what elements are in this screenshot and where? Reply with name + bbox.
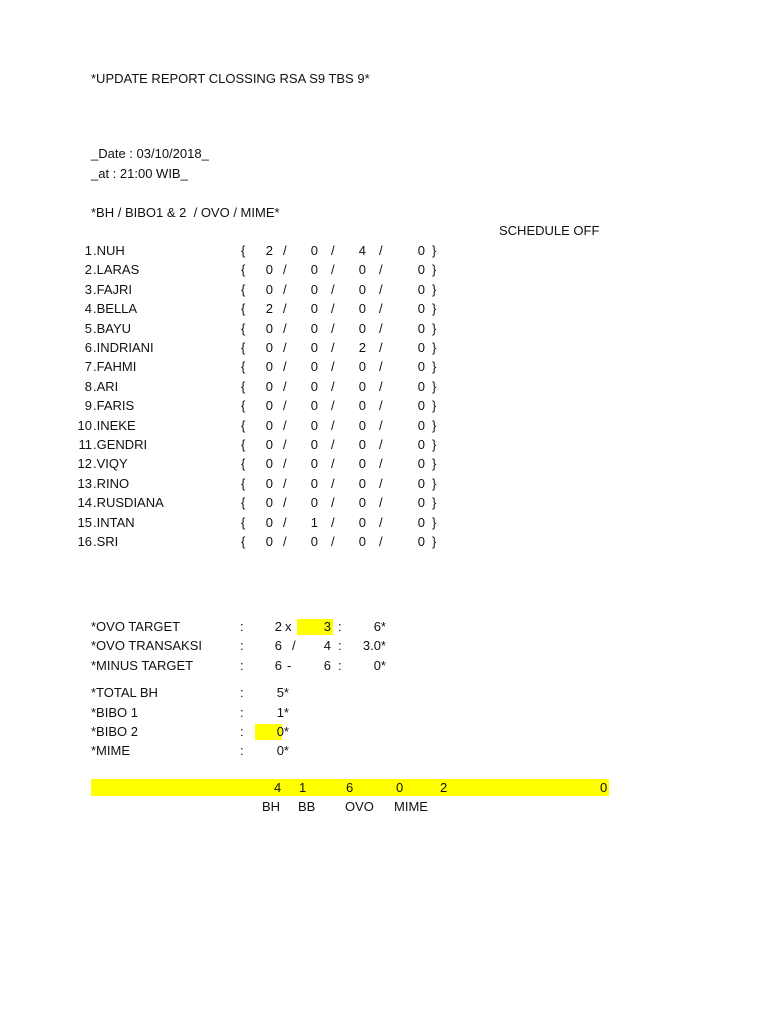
row-number: 9 [84,398,92,413]
ovo-target-label: *OVO TARGET [91,619,181,634]
slash: / [283,476,287,491]
row-number: 10 [77,418,92,433]
open-brace: { [241,437,246,452]
value-cell: 0 [310,456,318,471]
value-cell: 0 [417,340,425,355]
close-brace: } [432,476,437,491]
row-number: 11 [78,437,92,452]
slash: / [379,515,383,530]
colon: : [240,638,244,653]
ovo-target-result: 6* [373,619,386,634]
minus-target-b: 6 [323,658,331,673]
slash: / [331,534,335,549]
row-number: 14 [77,495,92,510]
value-cell: 0 [358,262,366,277]
row-number: 8 [84,379,92,394]
open-brace: { [241,379,246,394]
slash: / [331,456,335,471]
value-cell: 0 [265,534,273,549]
row-number: 5 [84,321,92,336]
summary-bh-value: 4 [274,780,282,795]
close-brace: } [432,418,437,433]
colon: : [240,685,244,700]
employee-name: .ARI [93,379,119,394]
employee-name: .FAHMI [93,359,137,374]
colon: : [240,743,244,758]
mime-value: 0* [276,743,289,758]
value-cell: 0 [417,321,425,336]
slash: / [379,282,383,297]
ovo-target-a: 2 [274,619,282,634]
slash: / [331,476,335,491]
value-cell: 0 [417,359,425,374]
total-bh-value: 5* [276,685,289,700]
value-cell: 0 [265,476,273,491]
open-brace: { [241,282,246,297]
minus-target-label: *MINUS TARGET [91,658,194,673]
colon: : [338,658,342,673]
row-number: 3 [84,282,92,297]
value-cell: 0 [358,476,366,491]
schedule-off-label: SCHEDULE OFF [499,223,600,238]
close-brace: } [432,515,437,530]
value-cell: 0 [358,437,366,452]
summary-label-bh: BH [262,799,281,814]
value-cell: 0 [417,243,425,258]
slash: / [379,262,383,277]
value-cell: 2 [265,243,273,258]
value-cell: 0 [310,437,318,452]
employee-name: .BAYU [93,321,132,336]
value-cell: 0 [358,359,366,374]
slash: / [379,340,383,355]
value-cell: 0 [417,418,425,433]
value-cell: 0 [417,456,425,471]
colon: : [240,658,244,673]
ovo-target-b: 3 [297,619,333,635]
ovo-transaksi-a: 6 [274,638,282,653]
slash: / [283,379,287,394]
value-cell: 0 [265,340,273,355]
value-cell: 0 [265,437,273,452]
value-cell: 0 [310,495,318,510]
value-cell: 0 [265,379,273,394]
bibo1-label: *BIBO 1 [91,705,138,720]
minus-target-a: 6 [274,658,282,673]
value-cell: 0 [310,340,318,355]
value-cell: 0 [310,398,318,413]
slash: / [379,301,383,316]
value-cell: 0 [265,398,273,413]
report-date: _Date : 03/10/2018_ [91,146,209,161]
slash: / [331,301,335,316]
colon: : [338,638,342,653]
employee-name: .RINO [93,476,130,491]
summary-value-6: 0 [600,780,608,795]
row-number: 13 [77,476,92,491]
close-brace: } [432,456,437,471]
colon: : [338,619,342,634]
summary-value-5: 2 [440,780,448,795]
slash: / [283,262,287,277]
employee-name: .RUSDIANA [93,495,164,510]
ovo-transaksi-b: 4 [323,638,331,653]
open-brace: { [241,321,246,336]
open-brace: { [241,398,246,413]
value-cell: 0 [265,418,273,433]
open-brace: { [241,418,246,433]
close-brace: } [432,398,437,413]
employee-name: .INEKE [93,418,136,433]
slash: / [379,398,383,413]
slash: / [331,321,335,336]
value-cell: 0 [358,321,366,336]
close-brace: } [432,359,437,374]
open-brace: { [241,340,246,355]
employee-name: .FARIS [93,398,135,413]
employee-name: .INDRIANI [93,340,154,355]
slash: / [283,282,287,297]
slash: / [283,301,287,316]
employee-name: .VIQY [93,456,128,471]
mime-label: *MIME [91,743,130,758]
ovo-transaksi-label: *OVO TRANSAKSI [91,638,203,653]
value-cell: 0 [358,398,366,413]
value-cell: 0 [265,262,273,277]
summary-ovo-value: 6 [346,780,354,795]
colon: : [240,724,244,739]
slash: / [331,340,335,355]
employee-name: .LARAS [93,262,140,277]
close-brace: } [432,495,437,510]
value-cell: 0 [417,495,425,510]
open-brace: { [241,495,246,510]
close-brace: } [432,282,437,297]
value-cell: 0 [358,418,366,433]
close-brace: } [432,262,437,277]
summary-bb-value: 1 [299,780,307,795]
slash: / [292,638,296,653]
employee-name: .SRI [93,534,119,549]
summary-mime-value: 0 [396,780,404,795]
value-cell: 0 [417,398,425,413]
row-number: 2 [84,262,92,277]
employee-name: .GENDRI [93,437,148,452]
slash: / [283,398,287,413]
close-brace: } [432,340,437,355]
summary-label-bb: BB [298,799,316,814]
slash: / [331,359,335,374]
open-brace: { [241,262,246,277]
slash: / [379,359,383,374]
times-sign: x [285,619,292,634]
value-cell: 0 [310,359,318,374]
slash: / [379,243,383,258]
slash: / [379,476,383,491]
slash: / [331,282,335,297]
value-cell: 0 [265,321,273,336]
value-cell: 0 [358,534,366,549]
total-bh-label: *TOTAL BH [91,685,158,700]
open-brace: { [241,534,246,549]
slash: / [331,398,335,413]
slash: / [379,495,383,510]
value-cell: 0 [310,534,318,549]
slash: / [379,321,383,336]
value-cell: 0 [417,476,425,491]
slash: / [283,321,287,336]
close-brace: } [432,379,437,394]
value-cell: 0 [310,418,318,433]
value-cell: 0 [310,243,318,258]
minus-sign: - [287,658,292,673]
minus-target-result: 0* [373,658,386,673]
row-number: 7 [84,359,92,374]
value-cell: 0 [358,282,366,297]
value-cell: 0 [358,301,366,316]
close-brace: } [432,243,437,258]
slash: / [331,418,335,433]
value-cell: 0 [417,515,425,530]
value-cell: 0 [358,495,366,510]
slash: / [331,243,335,258]
open-brace: { [241,243,246,258]
report-time: _at : 21:00 WIB_ [91,166,188,181]
slash: / [379,379,383,394]
section-header: *BH / BIBO1 & 2 / OVO / MIME* [91,205,280,220]
close-brace: } [432,321,437,336]
slash: / [283,515,287,530]
slash: / [331,437,335,452]
summary-label-ovo: OVO [345,799,374,814]
ovo-transaksi-result: 3.0* [362,638,386,653]
value-cell: 0 [417,262,425,277]
slash: / [283,243,287,258]
slash: / [379,534,383,549]
row-number: 6 [84,340,92,355]
value-cell: 4 [358,243,366,258]
value-cell: 0 [265,495,273,510]
value-cell: 2 [358,340,366,355]
slash: / [331,515,335,530]
slash: / [283,340,287,355]
slash: / [283,418,287,433]
value-cell: 0 [265,456,273,471]
slash: / [379,456,383,471]
value-cell: 0 [417,379,425,394]
value-cell: 0 [417,437,425,452]
value-cell: 2 [265,301,273,316]
summary-label-mime: MIME [394,799,428,814]
value-cell: 0 [265,282,273,297]
row-number: 1 [84,243,92,258]
slash: / [331,495,335,510]
open-brace: { [241,456,246,471]
slash: / [283,456,287,471]
bibo2-label: *BIBO 2 [91,724,138,739]
bibo1-value: 1* [276,705,289,720]
open-brace: { [241,301,246,316]
open-brace: { [241,476,246,491]
value-cell: 0 [358,379,366,394]
value-cell: 0 [265,515,273,530]
value-cell: 0 [310,262,318,277]
value-cell: 0 [265,359,273,374]
value-cell: 0 [310,321,318,336]
value-cell: 1 [310,515,318,530]
value-cell: 0 [358,515,366,530]
colon: : [240,705,244,720]
employee-name: .BELLA [93,301,138,316]
close-brace: } [432,301,437,316]
slash: / [379,437,383,452]
value-cell: 0 [310,379,318,394]
slash: / [379,418,383,433]
open-brace: { [241,359,246,374]
slash: / [331,262,335,277]
open-brace: { [241,515,246,530]
value-cell: 0 [417,534,425,549]
bibo2-value: 0* [276,724,289,739]
row-number: 12 [77,456,92,471]
row-number: 15 [77,515,92,530]
value-cell: 0 [417,282,425,297]
employee-name: .INTAN [93,515,135,530]
slash: / [283,534,287,549]
report-title: *UPDATE REPORT CLOSSING RSA S9 TBS 9* [91,71,370,86]
value-cell: 0 [310,301,318,316]
colon: : [240,619,244,634]
value-cell: 0 [417,301,425,316]
employee-name: .NUH [93,243,125,258]
row-number: 16 [77,534,92,549]
value-cell: 0 [310,476,318,491]
slash: / [283,359,287,374]
slash: / [283,495,287,510]
employee-name: .FAJRI [93,282,133,297]
value-cell: 0 [310,282,318,297]
slash: / [283,437,287,452]
slash: / [331,379,335,394]
close-brace: } [432,437,437,452]
value-cell: 0 [358,456,366,471]
row-number: 4 [84,301,92,316]
close-brace: } [432,534,437,549]
